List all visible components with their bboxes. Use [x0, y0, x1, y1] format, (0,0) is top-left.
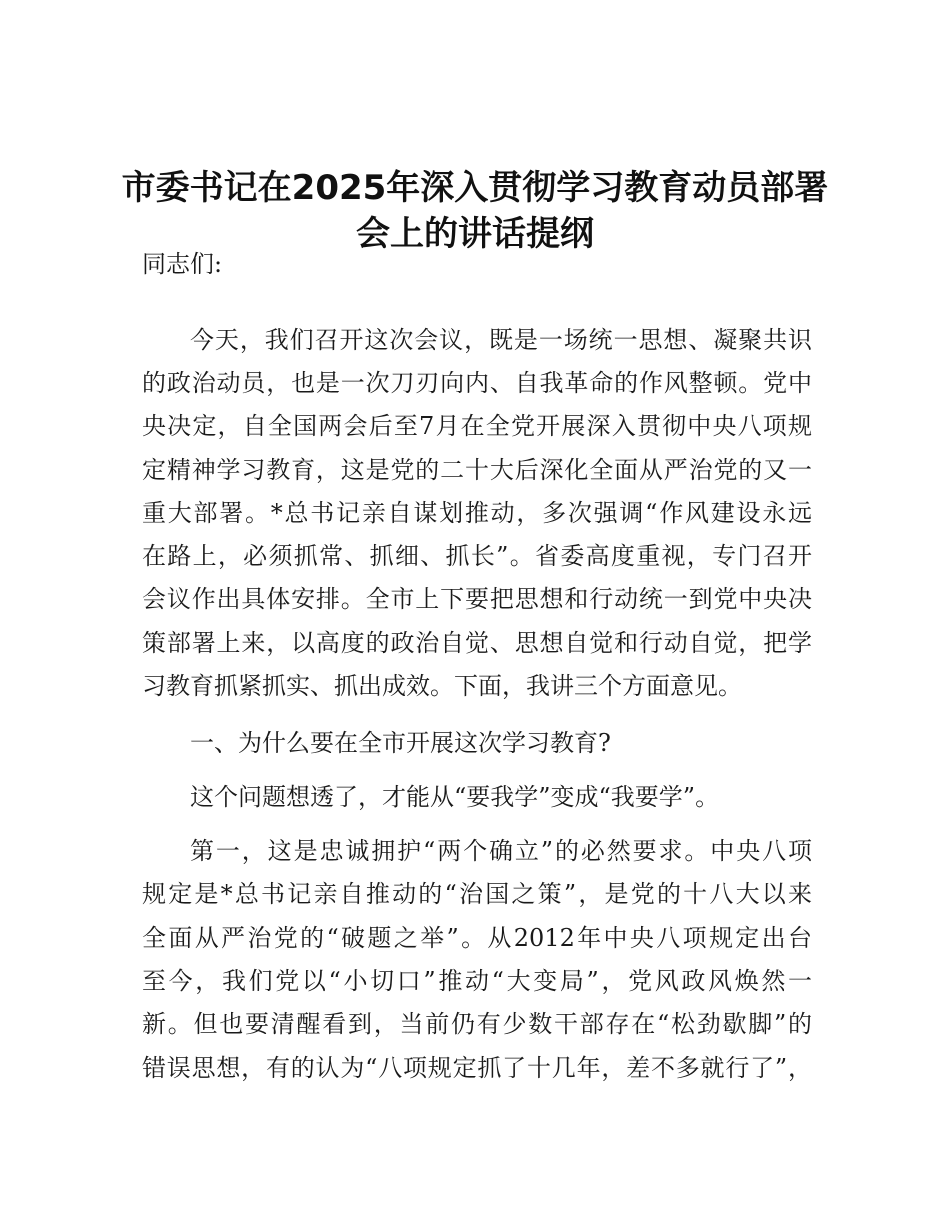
- document-title-line-1: 市委书记在2025年深入贯彻学习教育动员部署: [121, 168, 829, 208]
- paragraph-2-line: 规定是*总书记亲自推动的“治国之策”，是党的十八大以来: [142, 880, 812, 908]
- paragraph-1-line: 今天，我们召开这次会议，既是一场统一思想、凝聚共识: [190, 326, 812, 354]
- paragraph-1-line: 会议作出具体安排。全市上下要把思想和行动统一到党中央决: [142, 585, 812, 613]
- paragraph-1-line: 央决定，自全国两会后至7月在全党开展深入贯彻中央八项规: [142, 412, 812, 440]
- paragraph-2-line: 新。但也要清醒看到，当前仍有少数干部存在“松劲歇脚”的: [142, 1010, 812, 1038]
- paragraph-1-line: 定精神学习教育，这是党的二十大后深化全面从严治党的又一: [142, 456, 812, 484]
- paragraph-1-line: 的政治动员，也是一次刀刃向内、自我革命的作风整顿。党中: [142, 369, 812, 397]
- salutation: 同志们:: [142, 250, 223, 278]
- paragraph-1-line: 习教育抓紧抓实、抓出成效。下面，我讲三个方面意见。: [142, 672, 742, 700]
- paragraph-1-line: 重大部署。*总书记亲自谋划推动，多次强调“作风建设永远: [142, 499, 812, 527]
- paragraph-2-line: 错误思想，有的认为“八项规定抓了十几年，差不多就行了”，: [142, 1054, 812, 1082]
- paragraph-1-line: 在路上，必须抓常、抓细、抓长”。省委高度重视，专门召开: [142, 542, 812, 570]
- paragraph-1-line: 策部署上来，以高度的政治自觉、思想自觉和行动自觉，把学: [142, 629, 812, 657]
- section-heading-1: 一、为什么要在全市开展这次学习教育?: [190, 729, 611, 757]
- paragraph-2-line: 全面从严治党的“破题之举”。从2012年中央八项规定出台: [142, 924, 812, 952]
- paragraph-2-line: 第一，这是忠诚拥护“两个确立”的必然要求。中央八项: [190, 837, 812, 865]
- section-intro: 这个问题想透了，才能从“要我学”变成“我要学”。: [190, 783, 720, 811]
- document-title-line-2: 会上的讲话提纲: [356, 214, 594, 254]
- paragraph-2-line: 至今，我们党以“小切口”推动“大变局”，党风政风焕然一: [142, 967, 812, 995]
